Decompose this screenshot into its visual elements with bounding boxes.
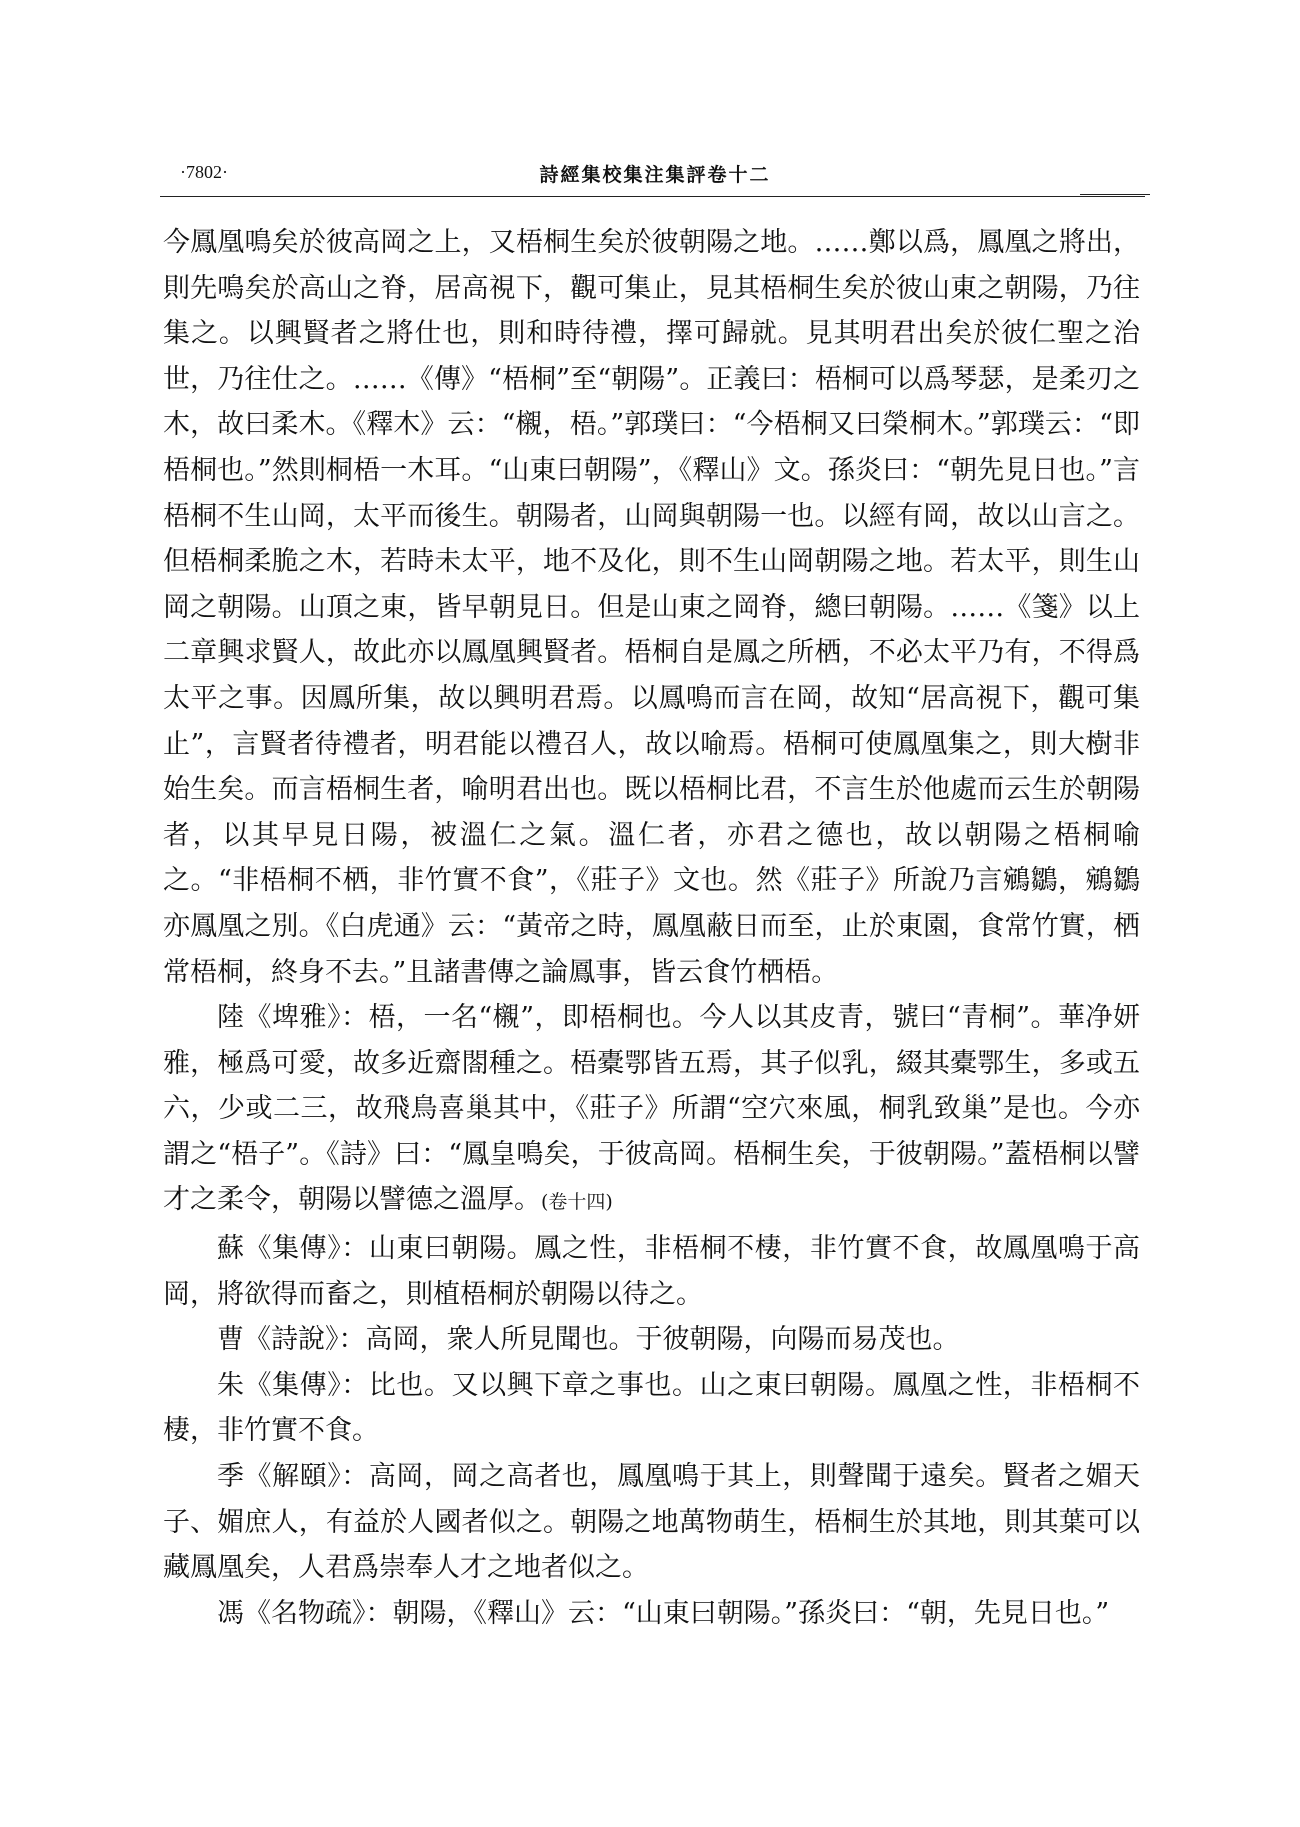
source-note: (卷十四)	[541, 1191, 613, 1214]
paragraph-text: 曹《詩說》：高岡，衆人所見聞也。于彼朝陽，向陽而易茂也。	[217, 1324, 960, 1356]
main-text	[163, 220, 1140, 1636]
paragraph-text: 陸《埤雅》：梧，一名“櫬”，即梧桐也。今人以其皮青，號曰“青桐”。華净妍雅，極爲可愛，故多近齋閤種之。梧橐鄂皆五焉，其子似乳，綴其橐鄂生，多或五六，少或二三，故飛鳥喜巢其中，《莊子》所謂“空穴來風，桐乳致巢”是也。今亦謂之“梧子”。《詩》曰：“鳳皇鳴矣，于彼高岡。梧桐生矣，于彼朝陽。”蓋梧桐以譬才之柔令，朝陽以譬德之溫厚。	[163, 1002, 1140, 1216]
paragraph-zhengyi	[163, 220, 1140, 995]
paragraph-lu-piya	[163, 995, 1140, 1226]
paragraph-zhu-jizhuan	[163, 1363, 1140, 1454]
header-rule-tail	[1080, 194, 1150, 195]
page-header	[160, 160, 1150, 194]
paragraph-text: 季《解頤》：高岡，岡之高者也，鳳凰鳴于其上，則聲聞于遠矣。賢者之媚天子、媚庶人，有益於人國者似之。朝陽之地萬物萌生，梧桐生於其地，則其葉可以藏鳳凰矣，人君爲崇奉人才之地者似之。	[163, 1461, 1140, 1584]
paragraph-su-jizhuan	[163, 1226, 1140, 1317]
paragraph-text: 馮《名物疏》：朝陽，《釋山》云：“山東曰朝陽。”孫炎曰：“朝，先見日也。”	[217, 1597, 1110, 1629]
paragraph-text: 今鳳凰鳴矣於彼高岡之上，又梧桐生矣於彼朝陽之地。……鄭以爲，鳳凰之將出，則先鳴矣於高山之脊，居高視下，觀可集止，見其梧桐生矣於彼山東之朝陽，乃往集之。以興賢者之將仕也，則和時待禮，擇可歸就。見其明君出矣於彼仁聖之治世，乃往仕之。……《傳》“梧桐”至“朝陽”。正義曰：梧桐可以爲琴瑟，是柔刃之木，故曰柔木。《釋木》云：“櫬，梧。”郭璞曰：“今梧桐又曰榮桐木。”郭璞云：“即梧桐也。”然則桐梧一木耳。“山東曰朝陽”，《釋山》文。孫炎曰：“朝先見日也。”言梧桐不生山岡，太平而後生。朝陽者，山岡與朝陽一也。以經有岡，故以山言之。但梧桐柔脆之木，若時未太平，地不及化，則不生山岡朝陽之地。若太平，則生山岡之朝陽。山頂之東，皆早朝見日。但是山東之岡脊，總曰朝陽。……《箋》以上二章興求賢人，故此亦以鳳凰興賢者。梧桐自是鳳之所栖，不必太平乃有，不得爲太平之事。因鳳所集，故以興明君焉。以鳳鳴而言在岡，故知“居高視下，觀可集止”，言賢者待禮者，明君能以禮召人，故以喻焉。梧桐可使鳳凰集之，則大樹非始生矣。而言梧桐生者，喻明君出也。既以梧桐比君，不言生於他處而云生於朝陽者，以其早見日陽，被溫仁之氣。溫仁者，亦君之德也，故以朝陽之梧桐喻之。“非梧桐不栖，非竹實不食”，《莊子》文也。然《莊子》所說乃言鵷鶵，鵷鶵亦鳳凰之別。《白虎通》云：“黃帝之時，鳳凰蔽日而至，止於東園，食常竹實，栖常梧桐，終身不去。”且諸書傳之論鳳事，皆云食竹栖梧。	[163, 227, 1140, 988]
paragraph-feng-mingwushu	[163, 1591, 1140, 1637]
header-rule	[160, 196, 1145, 197]
paragraph-text: 朱《集傳》：比也。又以興下章之事也。山之東曰朝陽。鳳凰之性，非梧桐不棲，非竹實不食。	[163, 1369, 1140, 1447]
paragraph-ji-jieyi	[163, 1454, 1140, 1591]
running-title: 詩經集校集注集評卷十二	[539, 164, 771, 186]
page-number: ·7802·	[180, 162, 228, 182]
paragraph-cao-shishuo	[163, 1317, 1140, 1363]
paragraph-text: 蘇《集傳》：山東曰朝陽。鳳之性，非梧桐不棲，非竹實不食，故鳳凰鳴于高岡，將欲得而畜之，則植梧桐於朝陽以待之。	[163, 1233, 1140, 1310]
